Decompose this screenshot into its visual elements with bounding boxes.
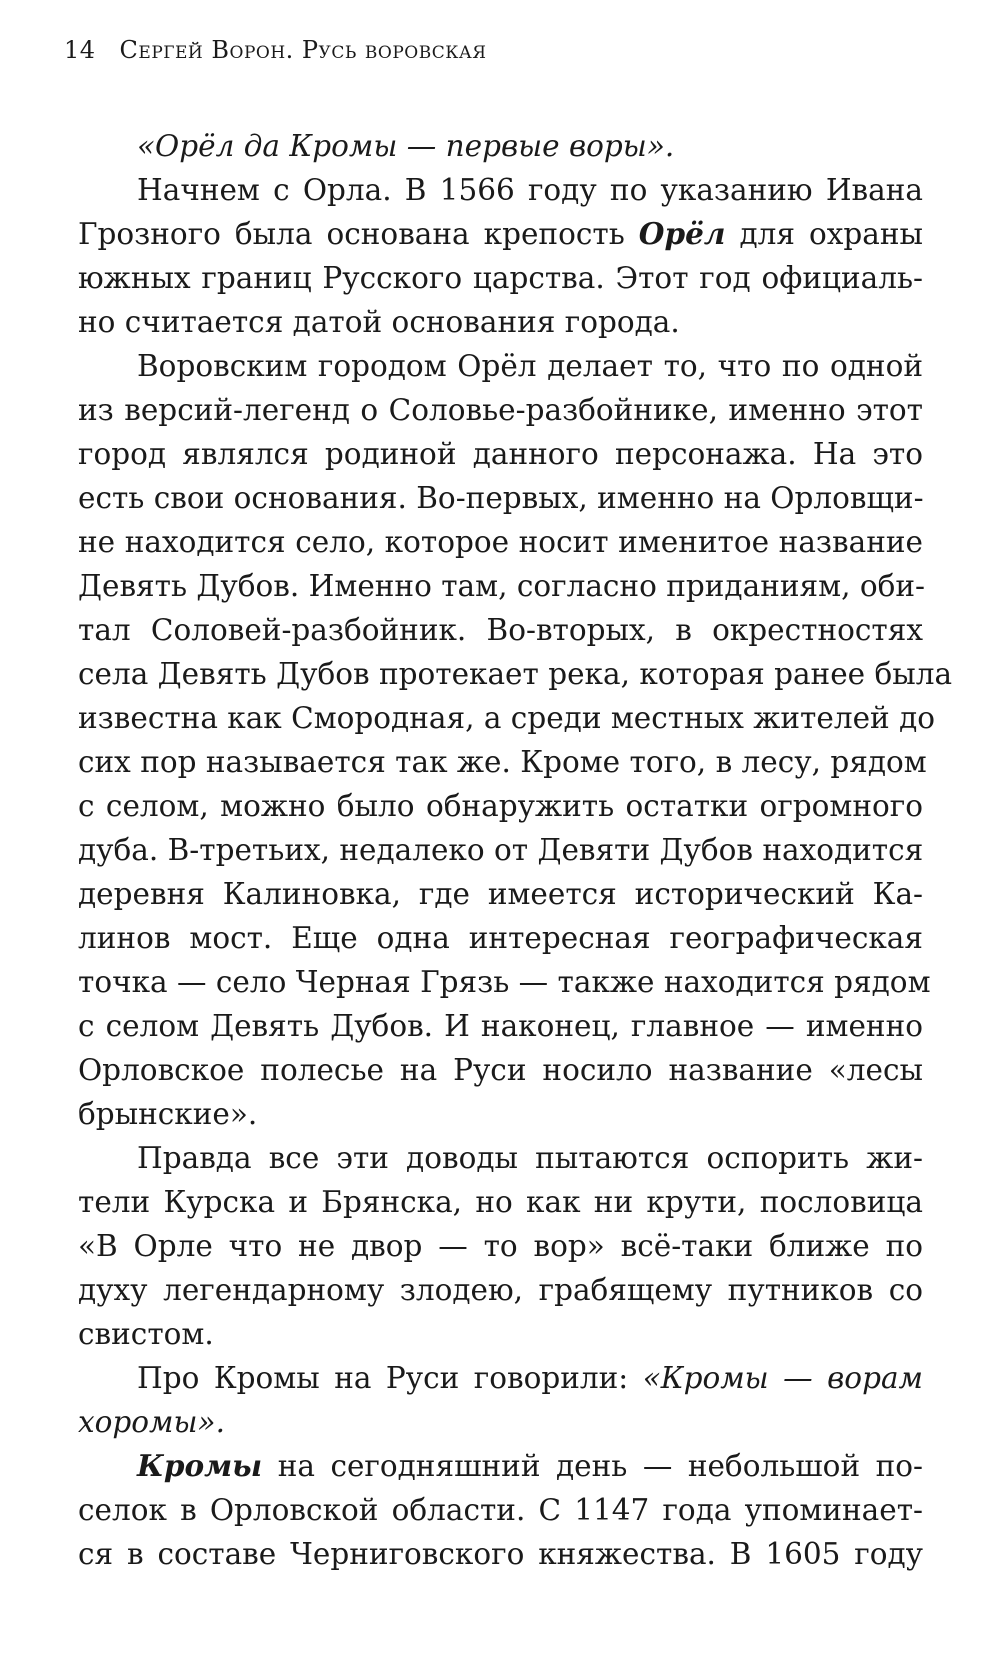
text-line (78, 300, 923, 344)
line-text: с селом Девять Дубов. И наконец, главное — именно (78, 1009, 923, 1043)
text-line (78, 696, 935, 740)
text-line (78, 784, 923, 828)
text-line (78, 872, 923, 916)
text-line (78, 1532, 923, 1576)
text-line (78, 520, 923, 564)
text-line (78, 256, 923, 300)
text-line (78, 1180, 923, 1224)
text-line (78, 1092, 923, 1136)
line-text: известна как Смородная, а среди местных жителей до (78, 701, 935, 735)
line-text: селок в Орловской области. С 1147 года упоминает- (78, 1493, 923, 1527)
text-line (78, 212, 923, 256)
text-line (78, 1004, 923, 1048)
text-line (78, 1136, 923, 1180)
line-text: есть свои основания. Во-первых, именно на Орловщи- (78, 481, 924, 515)
line-text: для охраны (725, 217, 923, 251)
line-text: на сегодняшний день — небольшой по- (262, 1449, 923, 1483)
line-text: линов мост. Еще одна интересная географическая (78, 921, 923, 955)
line-text: город являлся родиной данного персонажа. На это (78, 437, 923, 471)
line-text: не находится село, которое носит именитое название (78, 525, 923, 559)
line-text: с селом, можно было обнаружить остатки огромного (78, 789, 923, 823)
emphasized-term: Орёл (638, 216, 726, 251)
book-title: Сергей Ворон. Русь воровская (119, 36, 487, 64)
text-line (78, 168, 923, 212)
text-line (78, 1356, 923, 1400)
line-text: южных границ Русского царства. Этот год официаль- (78, 261, 923, 295)
running-header (64, 36, 487, 64)
text-line (78, 1400, 923, 1444)
line-text: Начнем с Орла. В 1566 году по указанию Ивана (137, 173, 923, 207)
line-text: ся в составе Черниговского княжества. В 1605 году (78, 1537, 923, 1571)
page-number: 14 (64, 36, 96, 64)
text-line (78, 1444, 923, 1488)
text-line (78, 608, 923, 652)
line-text: из версий-легенд о Соловье-разбойнике, именно этот (78, 393, 923, 427)
line-text: свистом. (78, 1317, 214, 1351)
line-text: Грозного была основана крепость (78, 217, 639, 251)
line-text: тал Соловей-разбойник. Во-вторых, в окрестностях (78, 613, 923, 647)
line-text: Правда все эти доводы пытаются оспорить жи- (137, 1141, 923, 1175)
text-line (78, 1224, 923, 1268)
line-text: хоромы». (78, 1405, 225, 1439)
quoted-proverb: «Кромы — ворам (642, 1361, 923, 1395)
line-text: Про Кромы на Руси говорили: (137, 1361, 643, 1395)
text-line (78, 740, 927, 784)
line-text: «В Орле что не двор — то вор» всё-таки ближе по (78, 1229, 923, 1263)
text-line (78, 1488, 923, 1532)
line-text: Орловское полесье на Руси носило название «лесы (78, 1053, 923, 1087)
emphasized-term: Кромы (137, 1448, 263, 1483)
line-text: дуба. В-третьих, недалеко от Девяти Дубов находится (78, 833, 924, 867)
text-line (78, 1312, 923, 1356)
text-line (78, 960, 931, 1004)
line-text: точка — село Черная Грязь — также находится рядом (78, 965, 931, 999)
text-line (78, 1048, 923, 1092)
text-line (78, 124, 923, 168)
text-line (78, 828, 923, 872)
line-text: брынские». (78, 1097, 258, 1131)
line-text: тели Курска и Брянска, но как ни крути, пословица (78, 1185, 923, 1219)
text-line (78, 652, 953, 696)
text-line (78, 388, 923, 432)
body-text (78, 124, 953, 1576)
text-line (78, 1268, 923, 1312)
line-text: «Орёл да Кромы — первые воры». (137, 129, 675, 163)
text-line (78, 564, 923, 608)
text-line (78, 916, 923, 960)
line-text: сих пор называется так же. Кроме того, в лесу, рядом (78, 745, 927, 779)
line-text: Воровским городом Орёл делает то, что по одной (137, 349, 923, 383)
line-text: но считается датой основания города. (78, 305, 680, 339)
text-line (78, 432, 923, 476)
text-line (78, 344, 923, 388)
line-text: села Девять Дубов протекает река, которая ранее была (78, 657, 953, 691)
line-text: духу легендарному злодею, грабящему путников со (78, 1273, 923, 1307)
line-text: Девять Дубов. Именно там, согласно приданиям, оби- (78, 569, 925, 603)
line-text: деревня Калиновка, где имеется исторический Ка- (78, 877, 923, 911)
text-line (78, 476, 923, 520)
